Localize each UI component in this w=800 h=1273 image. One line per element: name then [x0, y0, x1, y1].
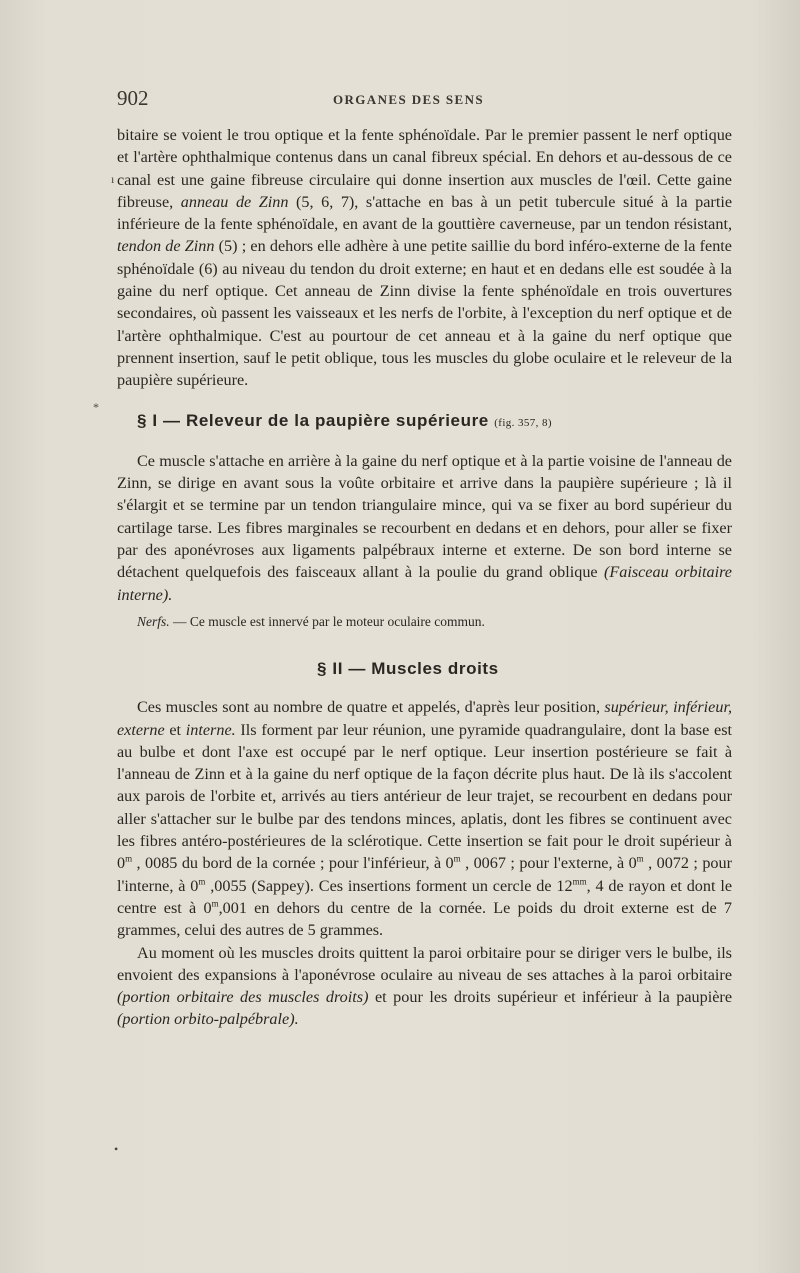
section-heading-releveur: § I — Releveur de la paupière supérieure (fig. 357, 8) [137, 410, 552, 430]
paragraph-zinn: bitaire se voient le trou optique et la fente sphénoïdale. Par le premier passent le nerf optique et l'artère ophthalmique contenus dans un canal fibreux spécial. En dehors et au-dessous de ce canal est une gaine fibreuse circulaire qui donne insertion aux muscles de l'œil. Cette gaine fibreuse, anneau de Zinn (5, 6, 7), s'attache en bas à un petit tubercule situé à la partie inférieure de la fente sphénoïdale, en avant de la gouttière caverneuse, par un tendon résistant, tendon de Zinn (5) ; en dehors elle adhère à une petite saillie du bord inféro-externe de la fente sphénoïdale (6) au niveau du tendon du droit externe; en haut et en dedans elle est soudée à la gaine du nerf optique. Cet anneau de Zinn divise la fente sphénoïdale en trois ouvertures secondaires, où passent les vaisseaux et les nerfs de l'orbite, à l'exception du nerf optique et de l'artère ophthalmique. C'est au pourtour de cet anneau et à la gaine du nerf optique que prennent insertion, sauf le petit oblique, tous les muscles du globe oculaire et le releveur de la paupière supérieure. [117, 126, 732, 390]
paragraph-expansions: Au moment où les muscles droits quittent la paroi orbitaire pour se diriger vers le bulbe, ils envoient des expansions à l'aponévrose oculaire au niveau de ses attaches à la paroi orbitaire (portion orbitaire des muscles droits) et pour les droits supérieur et inférieur à la paupière (portion orbito-palpébrale). [117, 943, 733, 1029]
paragraph-muscles-droits: Ces muscles sont au nombre de quatre et appelés, d'après leur position, supérieur, inférieur, externe et interne. Ils forment par leur réunion, une pyramide quadrangulaire, dont la base est au bulbe et dont l'axe est occupé par le nerf optique. Leur insertion postérieure se fait à l'anneau de Zinn et à la gaine du nerf optique de la façon décrite plus haut. De là ils s'accolent aux parois de l'orbite et, arrivés au tiers antérieur de leur trajet, se recourbent en dedans pour aller s'attacher sur le bulbe par des tendons minces, aplatis, dont les fibres se continuent avec les fibres antéro-postérieures de la sclérotique. Cette insertion se fait pour le droit supérieur à 0$^m$ , 0085 du bord de la cornée ; pour l'inférieur, à 0$^m$ , 0067 ; pour l'externe, à 0$^m$ , 0072 ; pour l'interne, à 0$^m$ ,0055 (Sappey). Ces insertions forment un cercle de $12^{mm}$, 4 de rayon et dont le centre est à 0$^m$,001 en dehors du centre de la cornée. Le poids du droit externe est de 7 grammes, celui des autres de 5 grammes. [117, 698, 733, 940]
body-text [117, 124, 732, 1031]
section-heading-muscles-droits: § II — Muscles droits [317, 658, 499, 678]
term-tendon-de-zinn: tendon de Zinn [117, 237, 215, 256]
term-faisceau-orbitaire: (Faisceau orbitaire interne). [117, 563, 732, 604]
running-title: ORGANES DES SENS [333, 92, 484, 107]
figure-reference: (fig. 357, 8) [494, 416, 552, 429]
margin-mark: * [93, 400, 99, 414]
page-number: 902 [117, 86, 149, 110]
page-header [117, 86, 717, 112]
margin-mark: • [114, 1142, 119, 1156]
paragraph-nerfs: Nerfs. — Ce muscle est innervé par le moteur oculaire commun. [137, 613, 485, 629]
paragraph-releveur: Ce muscle s'attache en arrière à la gaine du nerf optique et à la partie voisine de l'anneau de Zinn, se dirige en avant sous la voûte orbitaire et arrive dans la paupière supérieure ; là il s'élargit et se termine par un tendon triangulaire mince, qui va se fixer au bord supérieur du cartilage tarse. Les fibres marginales se recourbent en dedans et en dehors, pour aller se fixer par des aponévroses aux ligaments palpébraux interne et externe. De son bord interne se détachent quelquefois des faisceaux allant à la poulie du grand oblique (Faisceau orbitaire interne). [117, 451, 732, 604]
term-anneau-de-zinn: anneau de Zinn [180, 192, 289, 211]
margin-mark: ı [111, 172, 115, 186]
nerfs-label: Nerfs. [137, 613, 170, 629]
